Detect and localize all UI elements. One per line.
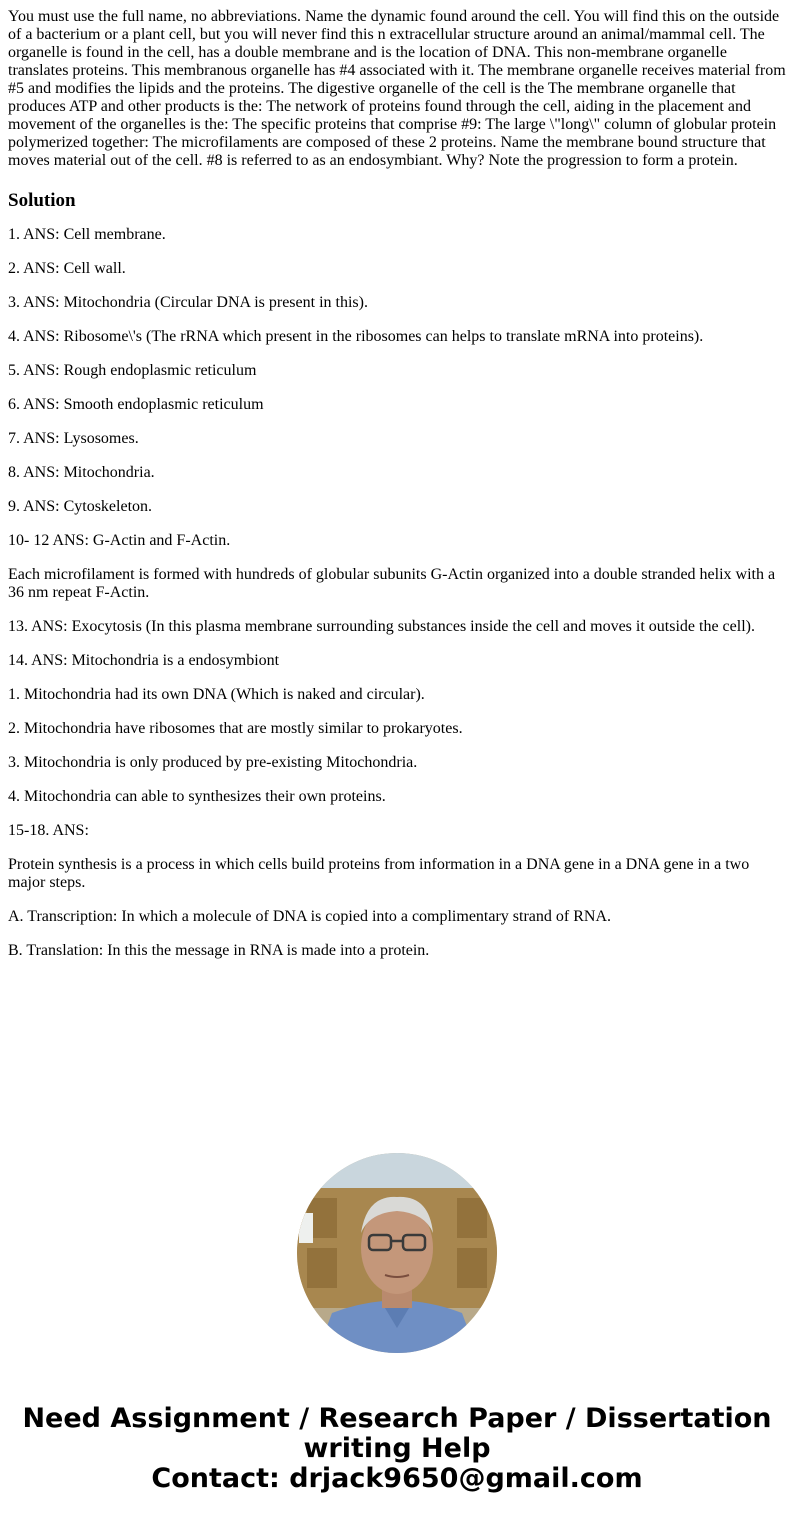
footer-contact-email: Contact: drjack9650@gmail.com xyxy=(151,1463,643,1494)
answer-item: 4. ANS: Ribosome\'s (The rRNA which present in the ribosomes can helps to translate mRNA into proteins). xyxy=(8,328,704,345)
answer-item: 4. Mitochondria can able to synthesizes their own proteins. xyxy=(8,788,386,805)
answer-item: A. Transcription: In which a molecule of DNA is copied into a complimentary strand of RNA. xyxy=(8,908,612,925)
answers-list xyxy=(8,226,786,960)
answer-item: Each microfilament is formed with hundreds of globular subunits G-Actin organized into a double stranded helix with a 36 nm repeat F-Actin. xyxy=(8,566,776,601)
answer-item: 14. ANS: Mitochondria is a endosymbiont xyxy=(8,652,280,669)
answer-item: B. Translation: In this the message in RNA is made into a protein. xyxy=(8,942,430,959)
document-content xyxy=(8,8,786,976)
answer-item: 3. Mitochondria is only produced by pre-existing Mitochondria. xyxy=(8,754,418,771)
solution-heading: Solution xyxy=(8,190,76,211)
answer-item: 8. ANS: Mitochondria. xyxy=(8,464,155,481)
answer-item: 2. Mitochondria have ribosomes that are mostly similar to prokaryotes. xyxy=(8,720,463,737)
answer-item: 2. ANS: Cell wall. xyxy=(8,260,126,277)
footer-line-1: Need Assignment / Research Paper / Dissertation xyxy=(22,1403,772,1434)
answer-item: 1. ANS: Cell membrane. xyxy=(8,226,166,243)
question-text: You must use the full name, no abbreviations. Name the dynamic found around the cell. You will find this on the outside of a bacterium or a plant cell, but you will never find this n extracellular structure around an animal/mammal cell. The organelle is found in the cell, has a double membrane and is the location of DNA. This non-membrane organelle translates proteins. This membranous organelle has #4 associated with it. The membrane organelle receives material from #5 and modifies the lipids and the proteins. The digestive organelle of the cell is the The membrane organelle that produces ATP and other products is the: The network of proteins found through the cell, aiding in the placement and movement of the organelles is the: The specific proteins that comprise #9: The large \"long\" column of globular protein polymerized together: The microfilaments are composed of these 2 proteins. Name the membrane bound structure that moves material out of the cell. #8 is referred to as an endosymbiant. Why? Note the progression to form a protein. xyxy=(8,8,786,169)
answer-item: 5. ANS: Rough endoplasmic reticulum xyxy=(8,362,257,379)
answer-item: 15-18. ANS: xyxy=(8,822,89,839)
author-portrait-image xyxy=(297,1153,497,1353)
footer-line-2: writing Help xyxy=(303,1433,491,1464)
answer-item: 10- 12 ANS: G-Actin and F-Actin. xyxy=(8,532,231,549)
answer-item: 13. ANS: Exocytosis (In this plasma membrane surrounding substances inside the cell and moves it outside the cell). xyxy=(8,618,755,635)
answer-item: 6. ANS: Smooth endoplasmic reticulum xyxy=(8,396,264,413)
answer-item: 9. ANS: Cytoskeleton. xyxy=(8,498,153,515)
answer-item: Protein synthesis is a process in which cells build proteins from information in a DNA gene in a DNA gene in a two major steps. xyxy=(8,856,750,891)
answer-item: 3. ANS: Mitochondria (Circular DNA is present in this). xyxy=(8,294,368,311)
author-avatar xyxy=(297,1153,497,1353)
answer-item: 1. Mitochondria had its own DNA (Which is naked and circular). xyxy=(8,686,425,703)
answer-item: 7. ANS: Lysosomes. xyxy=(8,430,139,447)
footer-contact xyxy=(0,1404,794,1494)
